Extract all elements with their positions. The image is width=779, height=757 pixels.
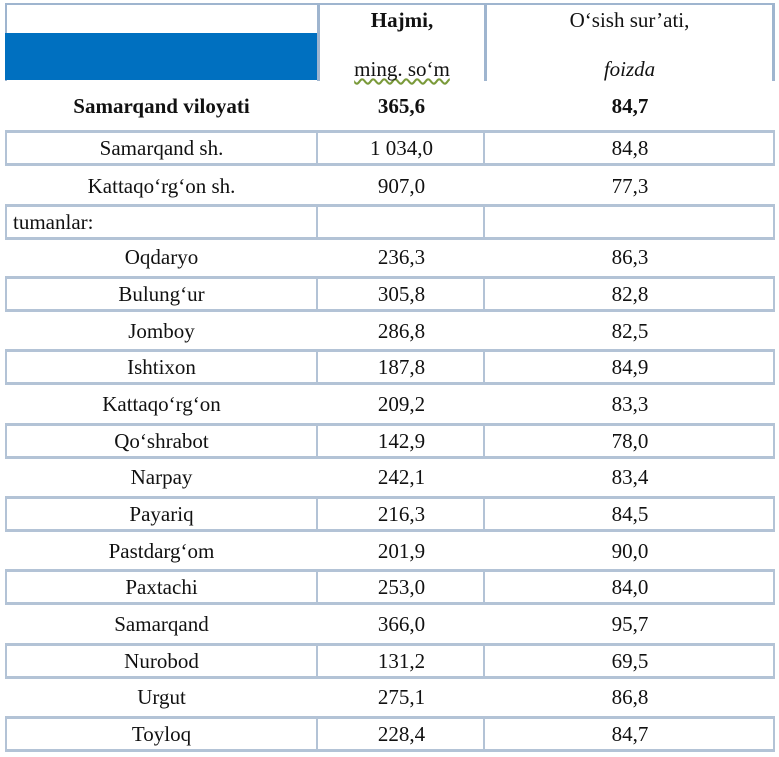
- volume-value: 305,8: [377, 281, 426, 306]
- region-name: Nurobod: [124, 648, 199, 673]
- header-top-border: [5, 3, 775, 5]
- volume-value: 201,9: [377, 538, 426, 563]
- header-right-border: [772, 3, 775, 81]
- volume-value: 286,8: [377, 318, 426, 343]
- table-row: [5, 679, 775, 715]
- table-row: [5, 496, 775, 532]
- region-name: Qo‘shrabot: [114, 428, 209, 453]
- volume-value: 131,2: [377, 648, 426, 673]
- volume-value: 366,0: [377, 611, 426, 636]
- region-name: Samarqand viloyati: [73, 93, 250, 118]
- table-row: [5, 349, 775, 385]
- growth-value: 84,5: [611, 501, 649, 526]
- growth-value: 82,5: [611, 318, 649, 343]
- table-row: [5, 533, 775, 569]
- growth-value: 77,3: [611, 173, 649, 198]
- growth-value: 84,7: [611, 93, 649, 118]
- growth-value: 86,8: [611, 684, 649, 709]
- region-name: Toyloq: [131, 721, 192, 746]
- volume-value: 253,0: [377, 574, 426, 599]
- volume-value: 142,9: [377, 428, 426, 453]
- volume-value: 228,4: [377, 721, 426, 746]
- region-name: Kattaqo‘rg‘on: [102, 391, 221, 416]
- table-row: [5, 313, 775, 349]
- region-name: Payariq: [129, 501, 194, 526]
- growth-value: 84,8: [611, 135, 649, 160]
- header-growth-label: O‘sish sur’ati,: [569, 8, 690, 32]
- volume-value: 1 034,0: [370, 135, 433, 160]
- table-row: [5, 643, 775, 679]
- region-name: Samarqand sh.: [99, 135, 224, 160]
- header-blue-fill: [5, 33, 317, 80]
- table-row: [5, 606, 775, 642]
- table-row: [5, 276, 775, 312]
- table-row: [5, 569, 775, 605]
- table-row: [5, 386, 775, 422]
- table-header: [0, 0, 779, 82]
- table-row: [5, 168, 775, 204]
- region-name: tumanlar:: [13, 209, 94, 234]
- region-name: Paxtachi: [125, 574, 198, 599]
- region-name: Jomboy: [128, 318, 195, 343]
- growth-value: 83,4: [611, 464, 649, 489]
- growth-value: 84,7: [611, 721, 649, 746]
- growth-value: 82,8: [611, 281, 649, 306]
- volume-value: 242,1: [377, 464, 426, 489]
- header-volume-label: Hajmi,: [370, 8, 434, 32]
- region-name: Urgut: [137, 684, 186, 709]
- table-row: [5, 239, 775, 275]
- region-name: Kattaqo‘rg‘on sh.: [87, 173, 236, 198]
- header-growth-unit: foizda: [603, 57, 656, 81]
- volume-value: 236,3: [377, 244, 426, 269]
- growth-value: 83,3: [611, 391, 649, 416]
- growth-value: 69,5: [611, 648, 649, 673]
- header-volume-unit: ming. so‘m: [354, 57, 450, 81]
- region-name: Bulung‘ur: [118, 281, 205, 306]
- volume-value: 209,2: [377, 391, 426, 416]
- table-row-total: [5, 88, 775, 124]
- table-row: [5, 459, 775, 495]
- region-name: Pastdarg‘om: [108, 538, 215, 563]
- growth-value: 78,0: [611, 428, 649, 453]
- region-name: Oqdaryo: [124, 244, 199, 269]
- volume-value: 187,8: [377, 354, 426, 379]
- table-row: [5, 130, 775, 166]
- growth-value: 84,9: [611, 354, 649, 379]
- growth-value: 95,7: [611, 611, 649, 636]
- volume-value: 907,0: [377, 173, 426, 198]
- table-row: [5, 423, 775, 459]
- volume-value: 216,3: [377, 501, 426, 526]
- growth-value: 86,3: [611, 244, 649, 269]
- volume-value: 365,6: [377, 93, 426, 118]
- volume-value: 275,1: [377, 684, 426, 709]
- region-name: Ishtixon: [127, 354, 196, 379]
- region-name: Narpay: [130, 464, 193, 489]
- table-row: [5, 716, 775, 752]
- table-row-subheading: [5, 204, 775, 240]
- region-name: Samarqand: [114, 611, 209, 636]
- growth-value: 90,0: [611, 538, 649, 563]
- growth-value: 84,0: [611, 574, 649, 599]
